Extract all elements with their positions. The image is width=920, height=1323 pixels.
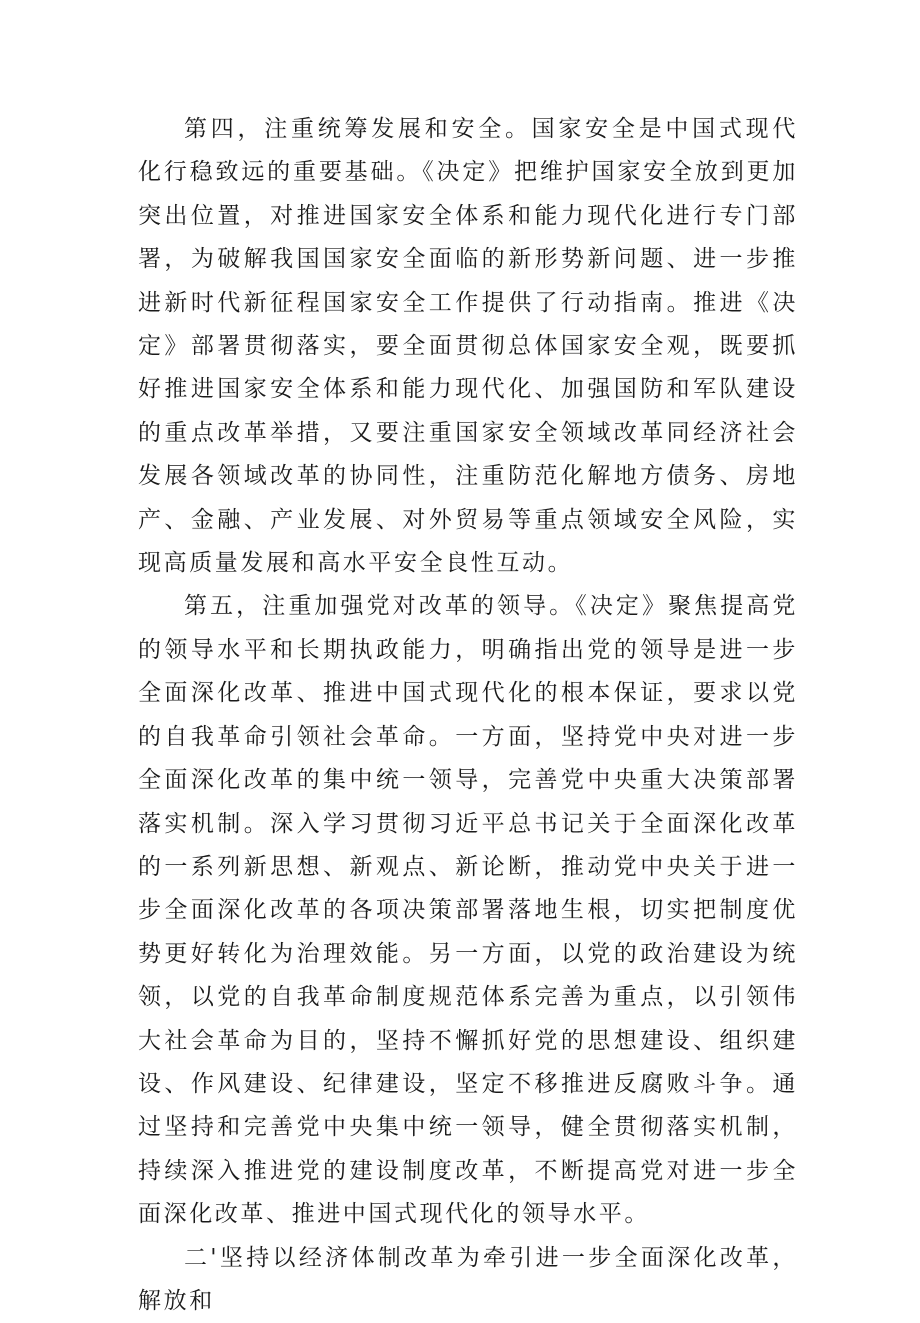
paragraph-fourth-point: 第四，注重统筹发展和安全。国家安全是中国式现代化行稳致远的重要基础。《决定》把维护国家安全放到更加突出位置，对推进国家安全体系和能力现代化进行专门部署，为破解我国国家安全面临的新形势新问题、进一步推进新时代新征程国家安全工作提供了行动指南。推进《决定》部署贯彻落实，要全面贯彻总体国家安全观，既要抓好推进国家安全体系和能力现代化、加强国防和军队建设的重点改革举措，又要注重国家安全领域改革同经济社会发展各领域改革的协同性，注重防范化解地方债务、房地产、金融、产业发展、对外贸易等重点领域安全风险，实现高质量发展和高水平安全良性互动。	[138, 116, 798, 577]
body-text	[138, 108, 798, 1323]
paragraph-fifth-point: 第五，注重加强党对改革的领导。《决定》聚焦提高党的领导水平和长期执政能力，明确指出党的领导是进一步全面深化改革、推进中国式现代化的根本保证，要求以党的自我革命引领社会革命。一方面，坚持党中央对进一步全面深化改革的集中统一领导，完善党中央重大决策部署落实机制。深入学习贯彻习近平总书记关于全面深化改革的一系列新思想、新观点、新论断，推动党中央关于进一步全面深化改革的各项决策部署落地生根，切实把制度优势更好转化为治理效能。另一方面，以党的政治建设为统领，以党的自我革命制度规范体系完善为重点，以引领伟大社会革命为目的，坚持不懈抓好党的思想建设、组织建设、作风建设、纪律建设，坚定不移推进反腐败斗争。通过坚持和完善党中央集中统一领导，健全贯彻落实机制，持续深入推进党的建设制度改革，不断提高党对进一步全面深化改革、推进中国式现代化的领导水平。	[138, 593, 798, 1228]
section-two-heading: 二'坚持以经济体制改革为牵引进一步全面深化改革，解放和	[138, 1244, 798, 1314]
